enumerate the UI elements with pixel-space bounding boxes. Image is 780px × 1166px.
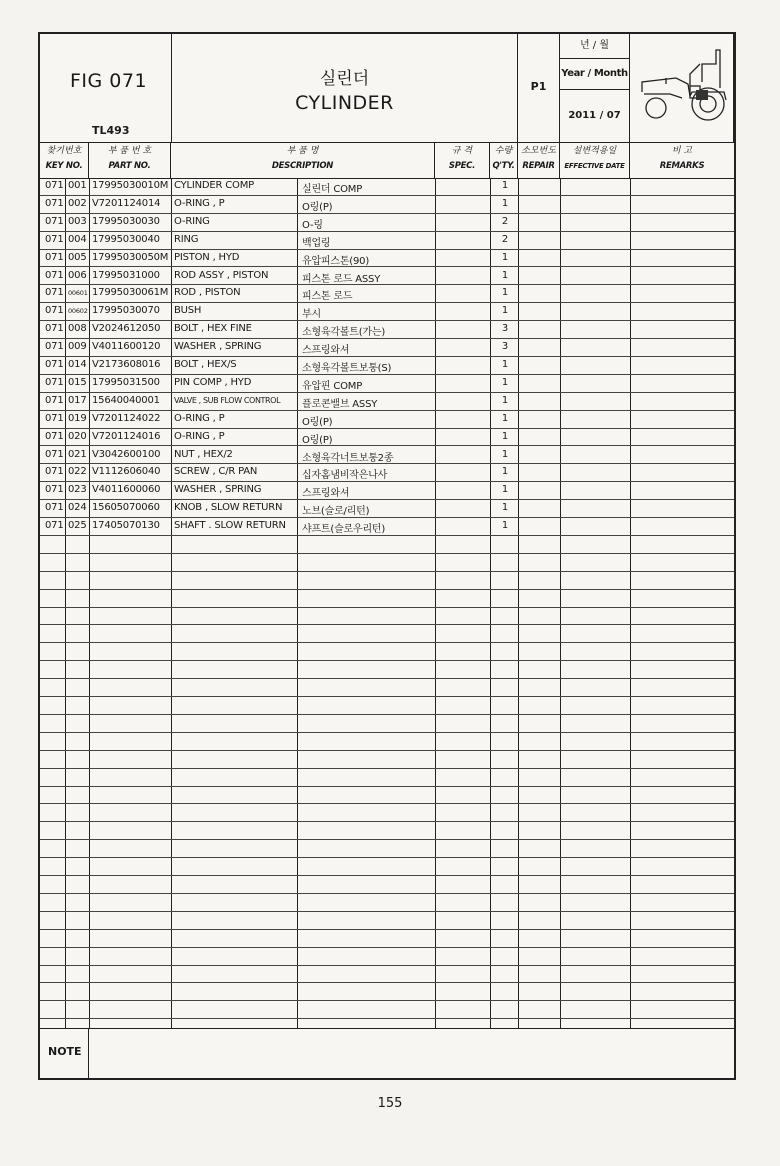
- part-number: 17995031500: [92, 376, 160, 388]
- year-month-korean: 년 / 월: [579, 40, 610, 51]
- key-group: 071: [45, 394, 64, 406]
- key-group: 071: [45, 197, 64, 209]
- key-group: 071: [45, 430, 64, 442]
- key-group: 071: [45, 412, 64, 424]
- page-code-cell: [518, 34, 560, 142]
- parts-sheet: [38, 32, 736, 1080]
- description-english: NUT , HEX/2: [174, 448, 233, 460]
- description-english: BUSH: [174, 305, 202, 317]
- description-korean: 유압핀 COMP: [302, 380, 363, 392]
- key-group: 071: [45, 520, 64, 532]
- key-number: 009: [68, 341, 87, 353]
- title-cell: [172, 34, 518, 142]
- description-korean: 샤프트(슬로우리턴): [302, 524, 386, 536]
- year-month-cell: [560, 34, 630, 142]
- empty-row: [40, 536, 734, 554]
- empty-row: [40, 822, 734, 840]
- part-number: V4011600060: [92, 484, 161, 496]
- key-group: 071: [45, 269, 64, 281]
- part-number: 17405070130: [92, 520, 160, 532]
- empty-row: [40, 787, 734, 805]
- key-number: 003: [68, 215, 87, 227]
- quantity: 1: [501, 502, 509, 514]
- table-row: [40, 250, 734, 268]
- description-english: KNOB , SLOW RETURN: [174, 502, 283, 514]
- part-number: 15605070060: [92, 502, 160, 514]
- part-number: 17995030070: [92, 305, 160, 317]
- empty-row: [40, 733, 734, 751]
- empty-row: [40, 984, 734, 1002]
- empty-row: [40, 966, 734, 984]
- table-row: [40, 447, 734, 465]
- table-row: [40, 196, 734, 214]
- key-number: 024: [68, 502, 87, 514]
- description-korean: 소형육각볼트보통(S): [302, 363, 392, 374]
- empty-row: [40, 590, 734, 608]
- table-row: [40, 232, 734, 250]
- table-row: [40, 357, 734, 375]
- key-number: 004: [68, 233, 87, 245]
- table-row: [40, 375, 734, 393]
- key-number: 00601: [68, 289, 88, 298]
- table-row: [40, 393, 734, 411]
- year-month-label: Year / Month: [560, 58, 629, 90]
- quantity: 1: [501, 197, 509, 209]
- description-english: RING: [174, 233, 199, 245]
- description-english: WASHER , SPRING: [174, 341, 262, 353]
- description-korean: 노브(슬로/리턴): [302, 506, 370, 518]
- description-english: O-RING , P: [174, 430, 225, 442]
- col-part-no: 부 품 번 호 PART NO.: [89, 142, 171, 178]
- quantity: 2: [501, 233, 509, 245]
- quantity: 1: [501, 305, 509, 317]
- empty-row: [40, 643, 734, 661]
- key-number: 002: [68, 197, 87, 209]
- empty-row: [40, 858, 734, 876]
- key-number: 022: [68, 466, 87, 478]
- table-row: [40, 500, 734, 518]
- empty-row: [40, 1001, 734, 1019]
- description-english: VALVE , SUB FLOW CONTROL: [174, 395, 281, 405]
- key-number: 023: [68, 484, 87, 496]
- part-number: 17995030061M: [92, 287, 169, 299]
- key-number: 017: [68, 394, 87, 406]
- page-number: 155: [377, 1096, 403, 1111]
- part-number: 15640040001: [92, 394, 160, 406]
- key-group: 071: [45, 251, 64, 263]
- key-number: 020: [68, 430, 87, 442]
- key-group: 071: [45, 341, 64, 353]
- col-description: 부 품 명 DESCRIPTION: [171, 142, 435, 178]
- key-number: 019: [68, 412, 87, 424]
- empty-row: [40, 608, 734, 626]
- model-code: TL493: [92, 124, 130, 137]
- table-row: [40, 268, 734, 286]
- quantity: 1: [501, 448, 509, 460]
- empty-row: [40, 697, 734, 715]
- key-number: 008: [68, 323, 87, 335]
- title-english: CYLINDER: [295, 92, 394, 114]
- quantity: 1: [501, 269, 509, 281]
- description-korean: 십자홈냄비작은나사: [302, 470, 388, 482]
- col-remarks: 비 고 REMARKS: [659, 146, 705, 171]
- table-row: [40, 464, 734, 482]
- description-korean: O-링: [302, 219, 323, 231]
- key-group: 071: [45, 502, 64, 514]
- quantity: 1: [501, 394, 509, 406]
- empty-row: [40, 572, 734, 590]
- description-english: PISTON , HYD: [174, 251, 240, 263]
- empty-row: [40, 805, 734, 823]
- quantity: 1: [501, 484, 509, 496]
- quantity: 1: [501, 376, 509, 388]
- table-row: [40, 321, 734, 339]
- quantity: 1: [501, 430, 509, 442]
- description-korean: O링(P): [302, 416, 333, 428]
- description-english: PIN COMP , HYD: [174, 376, 252, 388]
- quantity: 1: [501, 251, 509, 263]
- key-group: 071: [45, 448, 64, 460]
- empty-row: [40, 715, 734, 733]
- col-key-no: 찾기번호 KEY NO.: [40, 142, 89, 178]
- key-number: 025: [68, 520, 87, 532]
- empty-row: [40, 948, 734, 966]
- description-english: CYLINDER COMP: [174, 180, 254, 191]
- quantity: 1: [501, 412, 509, 424]
- tractor-icon: [630, 34, 734, 142]
- description-english: ROD ASSY , PISTON: [174, 269, 269, 281]
- description-korean: 소형육각볼트(가는): [302, 327, 386, 339]
- description-korean: 피스톤 로드: [302, 291, 353, 303]
- year-month-value: 2011 / 07: [568, 110, 621, 121]
- quantity: 3: [501, 341, 509, 353]
- title-korean: 실린더: [319, 69, 370, 89]
- figure-number: FIG 071: [70, 70, 148, 92]
- empty-row: [40, 626, 734, 644]
- description-english: BOLT , HEX/S: [174, 359, 237, 370]
- description-english: BOLT , HEX FINE: [174, 323, 252, 335]
- description-korean: 스프링와셔: [302, 345, 350, 357]
- col-repair: 소모번도 REPAIR: [518, 142, 560, 178]
- key-number: 005: [68, 251, 87, 263]
- key-group: 071: [45, 180, 64, 191]
- description-korean: 플로콘밸브 ASSY: [302, 398, 378, 410]
- quantity: 1: [501, 180, 509, 191]
- table-row: [40, 178, 734, 196]
- table-row: [40, 339, 734, 357]
- table-row: [40, 482, 734, 500]
- empty-row: [40, 876, 734, 894]
- description-english: O-RING , P: [174, 412, 225, 424]
- description-english: SHAFT . SLOW RETURN: [174, 520, 286, 532]
- tractor-illustration: [630, 34, 734, 142]
- description-korean: 유압피스톤(90): [302, 255, 370, 267]
- part-number: 17995031000: [92, 269, 160, 281]
- part-number: V4011600120: [92, 341, 161, 353]
- parts-table: [40, 178, 734, 1028]
- key-group: 071: [45, 359, 64, 370]
- quantity: 1: [501, 359, 509, 370]
- empty-row: [40, 661, 734, 679]
- description-korean: 실린더 COMP: [302, 184, 363, 195]
- description-english: O-RING: [174, 215, 210, 227]
- key-number: 006: [68, 269, 87, 281]
- table-row: [40, 214, 734, 232]
- description-korean: O링(P): [302, 201, 333, 213]
- description-english: WASHER , SPRING: [174, 484, 262, 496]
- quantity: 2: [501, 215, 509, 227]
- key-group: 071: [45, 305, 64, 317]
- part-number: V7201124016: [92, 430, 161, 442]
- note-section: [40, 1028, 734, 1079]
- key-number: 015: [68, 376, 87, 388]
- note-label: NOTE: [48, 1045, 82, 1058]
- part-number: 17995030040: [92, 233, 160, 245]
- col-qty: 수량 Q'TY.: [490, 142, 518, 178]
- description-korean: 백업링: [302, 237, 331, 249]
- part-number: V2024612050: [92, 323, 161, 335]
- col-spec: 규 격 SPEC.: [435, 142, 490, 178]
- empty-row: [40, 751, 734, 769]
- empty-row: [40, 679, 734, 697]
- part-number: 17995030010M: [92, 180, 169, 191]
- table-row: [40, 411, 734, 429]
- column-headers: [40, 142, 734, 179]
- table-row: [40, 285, 734, 303]
- description-korean: 피스톤 로드 ASSY: [302, 273, 381, 285]
- description-korean: 부시: [302, 309, 321, 321]
- part-number: 17995030050M: [92, 251, 169, 263]
- sheet-header: [40, 34, 734, 143]
- quantity: 1: [501, 466, 509, 478]
- key-group: 071: [45, 215, 64, 227]
- empty-row: [40, 840, 734, 858]
- key-number: 001: [68, 180, 87, 191]
- empty-row: [40, 894, 734, 912]
- table-row: [40, 303, 734, 321]
- empty-row: [40, 769, 734, 787]
- quantity: 1: [501, 287, 509, 299]
- description-english: ROD , PISTON: [174, 287, 241, 299]
- empty-row: [40, 554, 734, 572]
- description-english: O-RING , P: [174, 197, 225, 209]
- empty-row: [40, 930, 734, 948]
- part-number: 17995030030: [92, 215, 160, 227]
- table-row: [40, 518, 734, 536]
- part-number: V7201124022: [92, 412, 161, 424]
- key-group: 071: [45, 233, 64, 245]
- key-group: 071: [45, 323, 64, 335]
- table-row: [40, 429, 734, 447]
- figure-cell: [40, 34, 172, 142]
- empty-row: [40, 912, 734, 930]
- part-number: V7201124014: [92, 197, 161, 209]
- col-effective-date: 설변적용일 EFFECTIVE DATE: [560, 142, 630, 178]
- description-korean: 소형육각너트보통2종: [302, 452, 394, 464]
- key-number: 014: [68, 359, 87, 370]
- part-number: V2173608016: [92, 359, 161, 370]
- description-korean: 스프링와셔: [302, 488, 350, 500]
- quantity: 1: [501, 520, 509, 532]
- note-label-cell: [40, 1029, 89, 1079]
- part-number: V3042600100: [92, 448, 161, 460]
- quantity: 3: [501, 323, 509, 335]
- key-group: 071: [45, 376, 64, 388]
- key-number: 021: [68, 448, 87, 460]
- page-code: P1: [530, 80, 547, 93]
- key-group: 071: [45, 287, 64, 299]
- key-group: 071: [45, 484, 64, 496]
- part-number: V1112606040: [92, 466, 161, 478]
- description-korean: O링(P): [302, 434, 333, 446]
- description-english: SCREW , C/R PAN: [174, 466, 258, 478]
- key-number: 00602: [68, 307, 88, 316]
- key-group: 071: [45, 466, 64, 478]
